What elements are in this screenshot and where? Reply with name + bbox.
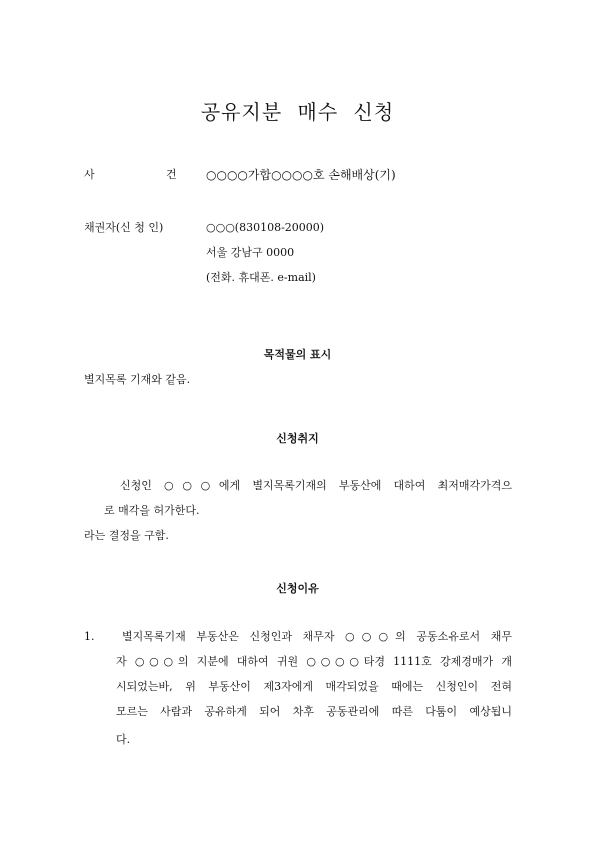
creditor-address: 서울 강남구 0000 xyxy=(206,246,295,259)
reason-item-number: 1. xyxy=(84,630,95,643)
creditor-contact: (전화. 휴대폰. e-mail) xyxy=(206,271,316,284)
case-label-right: 건 xyxy=(166,168,177,181)
document-title: 공유지분 매수 신청 xyxy=(200,100,395,124)
target-text: 별지목록 기재와 같음. xyxy=(84,373,191,386)
case-value: ○○○○가합○○○○호 손해배상(기) xyxy=(206,168,396,182)
reason-line: 모르는 사람과 공유하게 되어 차후 공동관리에 따른 다툼이 예상됩니 xyxy=(116,705,512,718)
reason-heading: 신청이유 xyxy=(276,582,319,595)
purpose-line: 라는 결정을 구함. xyxy=(84,529,169,542)
purpose-line: 신청인 ○○○에게 별지목록기재의 부동산에 대하여 최저매각가격으 xyxy=(120,479,512,492)
purpose-line: 로 매각을 허가한다. xyxy=(104,504,200,517)
case-label-left: 사 xyxy=(84,168,95,181)
reason-line: 별지목록기재 부동산은 신청인과 채무자 ○○○의 공동소유로서 채무 xyxy=(122,630,512,643)
target-heading: 목적물의 표시 xyxy=(263,348,332,361)
creditor-name-id: ○○○(830108-20000) xyxy=(206,221,325,234)
reason-line: 다. xyxy=(116,733,131,746)
reason-line: 시되었는바, 위 부동산이 제3자에게 매각되었을 때에는 신청인이 전혀 xyxy=(116,680,512,693)
creditor-label: 채권자(신 청 인) xyxy=(84,221,164,234)
purpose-heading: 신청취지 xyxy=(276,432,319,445)
reason-line: 자 ○○○의 지분에 대하여 귀원 ○○○○타경 1111호 강제경매가 개 xyxy=(116,655,512,668)
